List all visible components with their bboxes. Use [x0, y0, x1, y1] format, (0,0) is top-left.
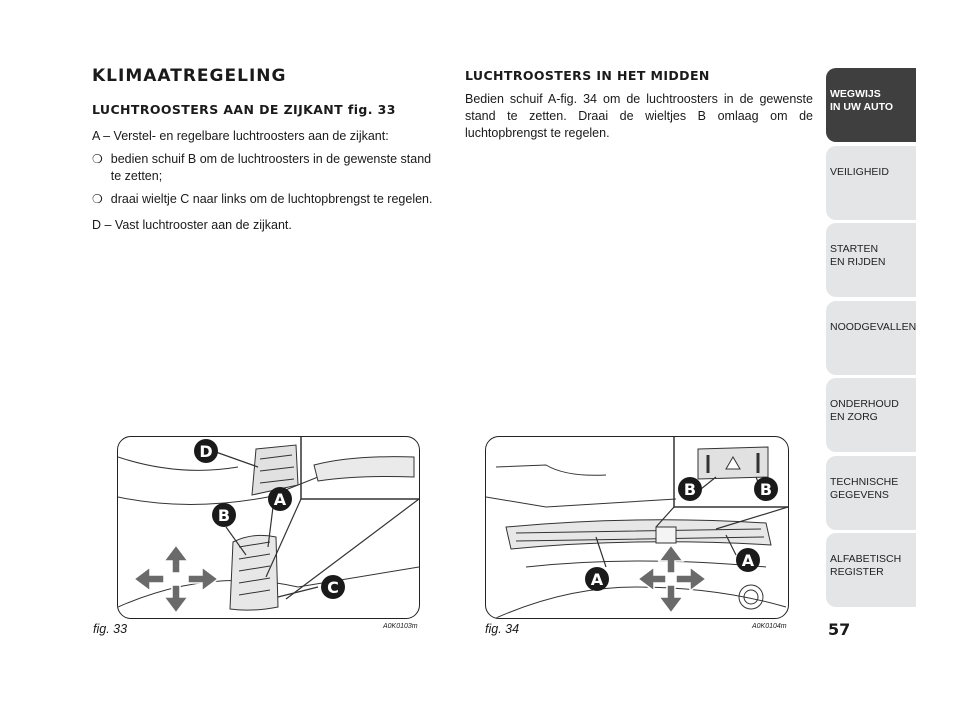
figure-34-code: A0K0104m [752, 623, 787, 630]
tab-veiligheid[interactable]: VEILIGHEID [826, 146, 916, 220]
side-vents-heading: LUCHTROOSTERS AAN DE ZIJKANT fig. 33 [92, 102, 396, 117]
tab-alfabetisch-register[interactable]: ALFABETISCH REGISTER [826, 533, 916, 607]
arrow-right-icon [676, 567, 706, 591]
center-vents-body: Bedien schuif A-fig. 34 om de luchtroosters in de gewenste stand te zetten. Draai de wieltjes B omlaag om de luchtopbrengst te regelen. [465, 92, 813, 140]
figure-33 [117, 436, 420, 619]
svg-text:B: B [759, 480, 773, 499]
tab-wegwijs[interactable]: WEGWIJS IN UW AUTO [826, 68, 916, 142]
bullet-icon: ❍ [92, 192, 103, 206]
callout-b [212, 503, 236, 527]
bullet-icon: ❍ [92, 152, 103, 166]
callout-d [194, 439, 218, 463]
bullet-text: bedien schuif B om de luchtroosters in de gewenste stand te zetten; [110, 152, 432, 183]
tab-technische-gegevens[interactable]: TECHNISCHE GEGEVENS [826, 456, 916, 530]
callout-a-right [736, 548, 760, 572]
svg-text:B: B [217, 506, 231, 525]
side-vent-illustration [118, 437, 419, 618]
callout-a-left [585, 567, 609, 591]
arrow-up-icon [659, 545, 683, 573]
figure-34 [485, 436, 789, 619]
side-vents-intro: A – Verstel- en regelbare luchtroosters aan de zijkant: [92, 129, 389, 143]
figure-33-code: A0K0103m [383, 623, 418, 630]
list-item [92, 151, 444, 185]
arrow-up-icon [164, 545, 188, 573]
svg-text:A: A [741, 551, 755, 570]
figure-34-caption: fig. 34 [485, 622, 520, 636]
tab-onderhoud-en-zorg[interactable]: ONDERHOUD EN ZORG [826, 378, 916, 452]
center-vent-illustration [486, 437, 788, 618]
arrow-down-icon [659, 585, 683, 613]
tab-noodgevallen[interactable]: NOODGEVALLEN [826, 301, 916, 375]
chapter-tab-nav [826, 68, 916, 611]
center-vents-heading: LUCHTROOSTERS IN HET MIDDEN [465, 68, 710, 83]
list-item [92, 191, 444, 208]
side-vents-outro: D – Vast luchtrooster aan de zijkant. [92, 218, 292, 232]
svg-text:A: A [590, 570, 604, 589]
arrow-left-icon [134, 567, 164, 591]
callout-c [321, 575, 345, 599]
svg-text:D: D [199, 442, 213, 461]
svg-text:B: B [683, 480, 697, 499]
callout-b-right [754, 477, 778, 501]
bullet-text: draai wieltje C naar links om de luchtopbrengst te regelen. [110, 192, 433, 206]
arrow-right-icon [188, 567, 218, 591]
svg-text:C: C [327, 578, 339, 597]
page-title: KLIMAATREGELING [92, 66, 287, 86]
figure-33-caption: fig. 33 [93, 622, 128, 636]
tab-starten-en-rijden[interactable]: STARTEN EN RIJDEN [826, 223, 916, 297]
side-vents-bullet-list [92, 151, 444, 208]
svg-text:A: A [273, 490, 287, 509]
callout-b-left [678, 477, 702, 501]
callout-a [268, 487, 292, 511]
page-number: 57 [828, 620, 851, 639]
